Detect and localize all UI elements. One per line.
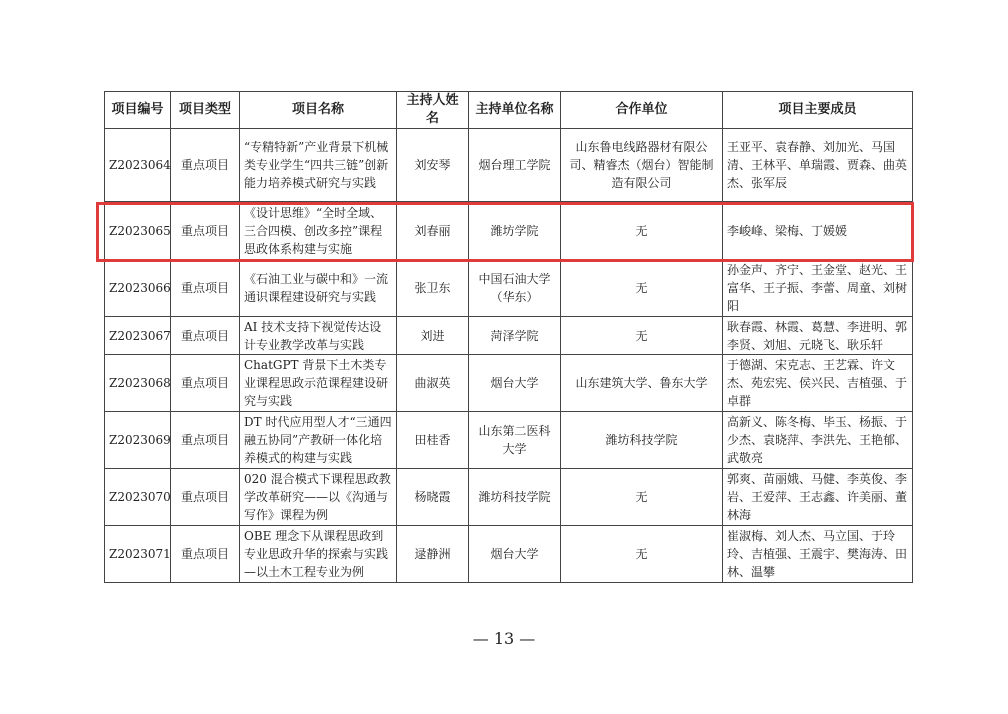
cell-host-name: 刘春丽 xyxy=(397,202,469,260)
cell-partner-unit: 无 xyxy=(561,202,723,260)
cell-project-type: 重点项目 xyxy=(171,202,240,260)
header-project-name: 项目名称 xyxy=(240,92,397,129)
header-partner-unit: 合作单位 xyxy=(561,92,723,129)
cell-project-id: Z2023068 xyxy=(105,355,171,412)
cell-members: 崔淑梅、刘人杰、马立国、于玲玲、吉植强、王震宇、樊海涛、田林、温攀 xyxy=(723,526,913,583)
cell-host-name: 逯静洲 xyxy=(397,526,469,583)
cell-project-name: ChatGPT 背景下土木类专业课程思政示范课程建设研究与实践 xyxy=(240,355,397,412)
cell-host-name: 曲淑英 xyxy=(397,355,469,412)
cell-partner-unit: 山东鲁电线路器材有限公司、精睿杰（烟台）智能制造有限公司 xyxy=(561,129,723,202)
cell-project-id: Z2023070 xyxy=(105,469,171,526)
table-row xyxy=(105,355,913,412)
cell-members: 孙金声、齐宁、王金堂、赵光、王富华、王子振、李蕾、周童、刘树阳 xyxy=(723,260,913,317)
cell-project-type: 重点项目 xyxy=(171,129,240,202)
table-row xyxy=(105,129,913,202)
cell-project-name: 《设计思维》“全时全域、三合四模、创改多控”课程思政体系构建与实施 xyxy=(240,202,397,260)
cell-partner-unit: 无 xyxy=(561,317,723,355)
header-project-type: 项目类型 xyxy=(171,92,240,129)
table-header-row xyxy=(105,92,913,129)
cell-project-type: 重点项目 xyxy=(171,260,240,317)
cell-host-name: 刘进 xyxy=(397,317,469,355)
cell-partner-unit: 山东建筑大学、鲁东大学 xyxy=(561,355,723,412)
table-row xyxy=(105,260,913,317)
cell-project-name: DT 时代应用型人才“三通四融五协同”产教研一体化培养模式的构建与实践 xyxy=(240,412,397,469)
cell-members: 王亚平、袁春静、刘加光、马国清、王林平、单瑞霞、贾森、曲英杰、张军辰 xyxy=(723,129,913,202)
table-row xyxy=(105,412,913,469)
project-table xyxy=(104,91,913,583)
cell-project-id: Z2023064 xyxy=(105,129,171,202)
cell-project-type: 重点项目 xyxy=(171,469,240,526)
cell-members: 于德湖、宋克志、王艺霖、许文杰、苑宏宪、侯兴民、吉植强、于卓群 xyxy=(723,355,913,412)
cell-project-name: AI 技术支持下视觉传达设计专业教学改革与实践 xyxy=(240,317,397,355)
cell-project-name: OBE 理念下从课程思政到专业思政升华的探索与实践—以土木工程专业为例 xyxy=(240,526,397,583)
cell-partner-unit: 无 xyxy=(561,526,723,583)
cell-host-unit: 菏泽学院 xyxy=(469,317,561,355)
cell-host-unit: 烟台大学 xyxy=(469,526,561,583)
cell-project-id: Z2023065 xyxy=(105,202,171,260)
header-members: 项目主要成员 xyxy=(723,92,913,129)
cell-host-unit: 中国石油大学（华东） xyxy=(469,260,561,317)
table-row xyxy=(105,469,913,526)
cell-partner-unit: 潍坊科技学院 xyxy=(561,412,723,469)
cell-project-id: Z2023069 xyxy=(105,412,171,469)
cell-members: 李峻峰、梁梅、丁媛媛 xyxy=(723,202,913,260)
header-host-name: 主持人姓名 xyxy=(397,92,469,129)
cell-members: 耿春霞、林霞、葛慧、李进明、郭李贤、刘旭、元晓飞、耿乐轩 xyxy=(723,317,913,355)
cell-members: 郭爽、苗丽娥、马健、李英俊、李岩、王爱萍、王志鑫、许美丽、董林海 xyxy=(723,469,913,526)
header-project-id: 项目编号 xyxy=(105,92,171,129)
cell-partner-unit: 无 xyxy=(561,469,723,526)
cell-project-name: 《石油工业与碳中和》一流通识课程建设研究与实践 xyxy=(240,260,397,317)
cell-project-type: 重点项目 xyxy=(171,412,240,469)
cell-project-name: 020 混合模式下课程思政教学改革研究——以《沟通与写作》课程为例 xyxy=(240,469,397,526)
cell-members: 高新义、陈冬梅、毕玉、杨振、于少杰、袁晓萍、李洪先、王艳郁、武敬亮 xyxy=(723,412,913,469)
cell-project-type: 重点项目 xyxy=(171,355,240,412)
cell-project-id: Z2023067 xyxy=(105,317,171,355)
cell-project-id: Z2023066 xyxy=(105,260,171,317)
cell-project-id: Z2023071 xyxy=(105,526,171,583)
cell-host-unit: 山东第二医科大学 xyxy=(469,412,561,469)
cell-host-name: 张卫东 xyxy=(397,260,469,317)
cell-project-type: 重点项目 xyxy=(171,526,240,583)
header-host-unit: 主持单位名称 xyxy=(469,92,561,129)
cell-host-unit: 烟台理工学院 xyxy=(469,129,561,202)
cell-partner-unit: 无 xyxy=(561,260,723,317)
table-row xyxy=(105,317,913,355)
cell-host-name: 刘安琴 xyxy=(397,129,469,202)
cell-host-unit: 潍坊科技学院 xyxy=(469,469,561,526)
table-row-highlighted xyxy=(105,202,913,260)
cell-project-type: 重点项目 xyxy=(171,317,240,355)
cell-host-unit: 烟台大学 xyxy=(469,355,561,412)
table-row xyxy=(105,526,913,583)
cell-host-name: 田桂香 xyxy=(397,412,469,469)
cell-host-name: 杨晓霞 xyxy=(397,469,469,526)
cell-project-name: “专精特新”产业背景下机械类专业学生“四共三链”创新能力培养模式研究与实践 xyxy=(240,129,397,202)
cell-host-unit: 潍坊学院 xyxy=(469,202,561,260)
page-number: — 13 — xyxy=(472,629,536,648)
